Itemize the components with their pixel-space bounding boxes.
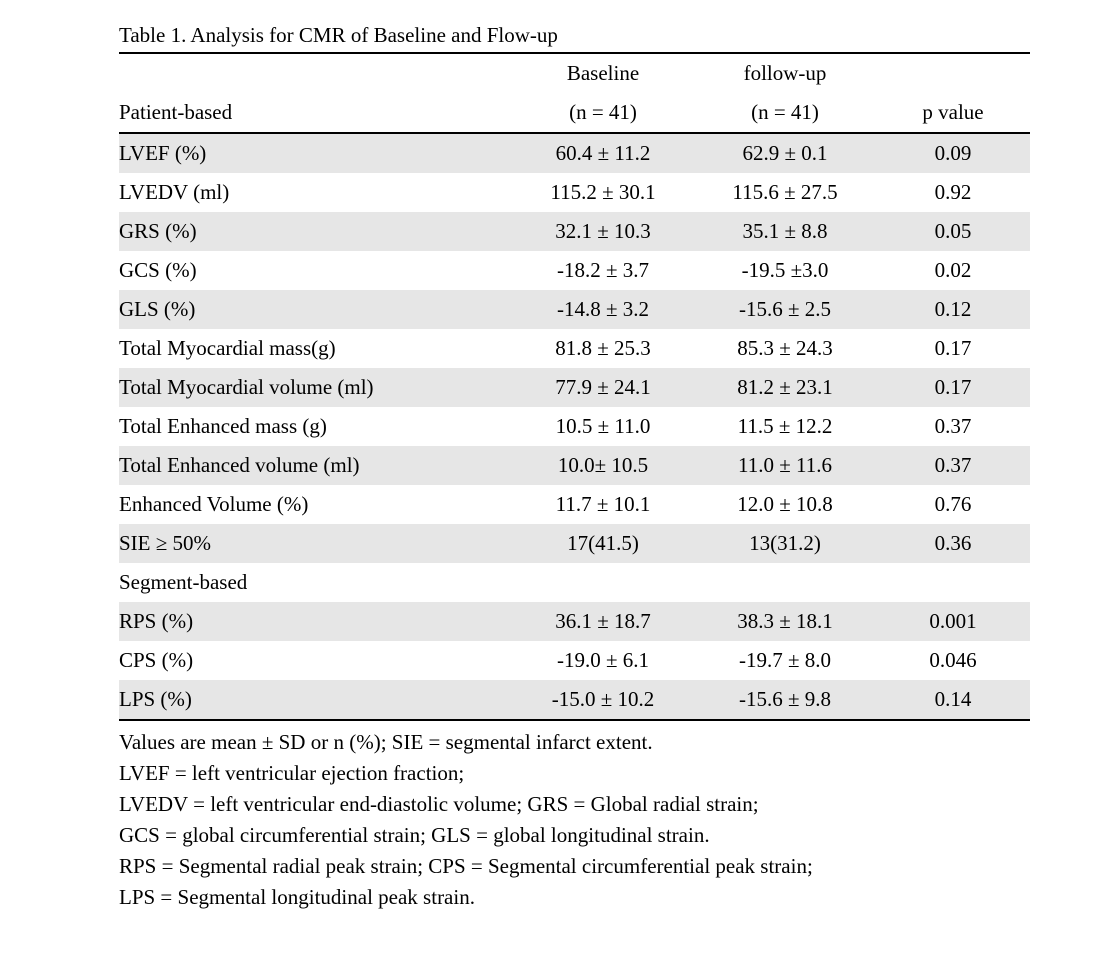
cell-followup: 85.3 ± 24.3	[694, 329, 876, 368]
footnote-line: GCS = global circumferential strain; GLS = global longitudinal strain.	[119, 823, 710, 847]
cell-followup: -19.5 ±3.0	[694, 251, 876, 290]
cell-p: 0.09	[876, 133, 1030, 173]
row-label: GCS (%)	[119, 251, 512, 290]
row-label: RPS (%)	[119, 602, 512, 641]
row-label: LPS (%)	[119, 680, 512, 720]
section-blank-followup	[694, 563, 876, 602]
row-label: Total Enhanced volume (ml)	[119, 446, 512, 485]
row-label: Total Myocardial mass(g)	[119, 329, 512, 368]
cell-followup: 38.3 ± 18.1	[694, 602, 876, 641]
cell-followup: 115.6 ± 27.5	[694, 173, 876, 212]
cell-baseline: 10.5 ± 11.0	[512, 407, 694, 446]
cell-baseline: -18.2 ± 3.7	[512, 251, 694, 290]
cell-followup: -15.6 ± 2.5	[694, 290, 876, 329]
table-row	[119, 368, 1030, 407]
row-label: Total Myocardial volume (ml)	[119, 368, 512, 407]
table-header-row-2	[119, 93, 1030, 133]
table-row	[119, 602, 1030, 641]
cell-baseline: -15.0 ± 10.2	[512, 680, 694, 720]
table-row	[119, 329, 1030, 368]
cell-baseline: -14.8 ± 3.2	[512, 290, 694, 329]
table-row	[119, 173, 1030, 212]
footnote-line: LPS = Segmental longitudinal peak strain.	[119, 885, 475, 909]
table-footnotes	[119, 721, 1030, 913]
footnote-line: LVEF = left ventricular ejection fraction;	[119, 761, 465, 785]
header-baseline-title: Baseline	[512, 53, 694, 93]
cell-p: 0.14	[876, 680, 1030, 720]
section-label-segment-based: Segment-based	[119, 563, 512, 602]
section-blank-baseline	[512, 563, 694, 602]
cell-baseline: -19.0 ± 6.1	[512, 641, 694, 680]
cell-baseline: 36.1 ± 18.7	[512, 602, 694, 641]
cell-followup: 13(31.2)	[694, 524, 876, 563]
cell-baseline: 77.9 ± 24.1	[512, 368, 694, 407]
cell-followup: 62.9 ± 0.1	[694, 133, 876, 173]
cell-baseline: 17(41.5)	[512, 524, 694, 563]
cell-p: 0.046	[876, 641, 1030, 680]
cell-baseline: 32.1 ± 10.3	[512, 212, 694, 251]
cell-followup: 11.5 ± 12.2	[694, 407, 876, 446]
table-row	[119, 446, 1030, 485]
header-patient-based: Patient-based	[119, 93, 512, 133]
cell-baseline: 10.0± 10.5	[512, 446, 694, 485]
cell-p: 0.05	[876, 212, 1030, 251]
cell-followup: 81.2 ± 23.1	[694, 368, 876, 407]
footnote-line: LVEDV = left ventricular end-diastolic volume; GRS = Global radial strain;	[119, 792, 759, 816]
table-row	[119, 407, 1030, 446]
cell-followup: -19.7 ± 8.0	[694, 641, 876, 680]
row-label: SIE ≥ 50%	[119, 524, 512, 563]
table-row	[119, 524, 1030, 563]
table-row	[119, 641, 1030, 680]
table-row	[119, 133, 1030, 173]
cell-baseline: 115.2 ± 30.1	[512, 173, 694, 212]
cell-p: 0.36	[876, 524, 1030, 563]
cell-p: 0.12	[876, 290, 1030, 329]
table-caption: Table 1. Analysis for CMR of Baseline and Flow-up	[119, 23, 558, 47]
header-p-blank	[876, 53, 1030, 93]
header-baseline-n: (n = 41)	[512, 93, 694, 133]
row-label: GRS (%)	[119, 212, 512, 251]
cell-p: 0.37	[876, 446, 1030, 485]
header-followup-title: follow-up	[694, 53, 876, 93]
row-label: CPS (%)	[119, 641, 512, 680]
cell-followup: 35.1 ± 8.8	[694, 212, 876, 251]
cell-p: 0.76	[876, 485, 1030, 524]
table-row	[119, 251, 1030, 290]
cell-followup: 11.0 ± 11.6	[694, 446, 876, 485]
row-label: LVEDV (ml)	[119, 173, 512, 212]
footnote-line: RPS = Segmental radial peak strain; CPS = Segmental circumferential peak strain;	[119, 854, 813, 878]
cell-baseline: 81.8 ± 25.3	[512, 329, 694, 368]
row-label: LVEF (%)	[119, 133, 512, 173]
cell-p: 0.92	[876, 173, 1030, 212]
cell-p: 0.17	[876, 329, 1030, 368]
cell-followup: 12.0 ± 10.8	[694, 485, 876, 524]
table-row	[119, 212, 1030, 251]
table-row	[119, 680, 1030, 720]
row-label: Total Enhanced mass (g)	[119, 407, 512, 446]
header-blank-cell	[119, 53, 512, 93]
section-blank-p	[876, 563, 1030, 602]
cell-followup: -15.6 ± 9.8	[694, 680, 876, 720]
cell-p: 0.17	[876, 368, 1030, 407]
table-row	[119, 290, 1030, 329]
cell-p: 0.001	[876, 602, 1030, 641]
header-p-value: p value	[876, 93, 1030, 133]
table-row	[119, 485, 1030, 524]
cell-baseline: 11.7 ± 10.1	[512, 485, 694, 524]
header-followup-n: (n = 41)	[694, 93, 876, 133]
table-header-row-1	[119, 53, 1030, 93]
cell-baseline: 60.4 ± 11.2	[512, 133, 694, 173]
row-label: Enhanced Volume (%)	[119, 485, 512, 524]
cell-p: 0.02	[876, 251, 1030, 290]
section-header-row	[119, 563, 1030, 602]
row-label: GLS (%)	[119, 290, 512, 329]
cmr-analysis-table	[119, 52, 1030, 721]
cell-p: 0.37	[876, 407, 1030, 446]
footnote-line: Values are mean ± SD or n (%); SIE = segmental infarct extent.	[119, 730, 653, 754]
